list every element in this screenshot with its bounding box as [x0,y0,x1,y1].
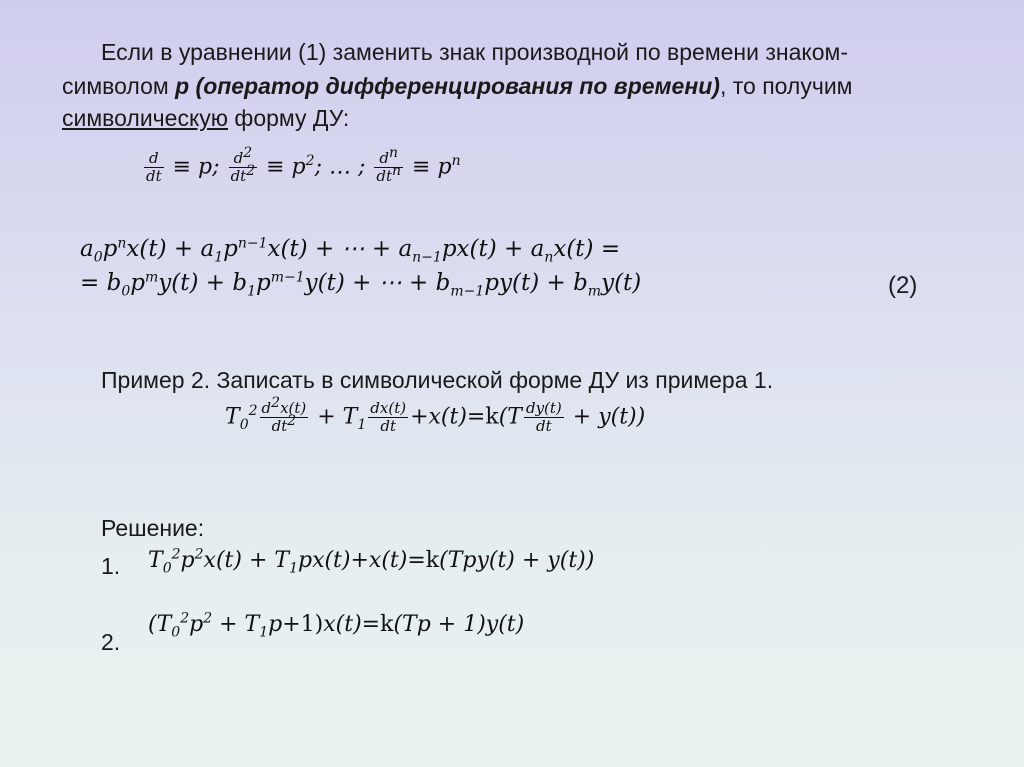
intro-line-2 [62,70,853,102]
example-text: Пример 2. Записать в символической форме ДУ из примера 1. [101,367,774,393]
equation-2-number: (2) [888,272,918,299]
equation-2-line-2: = $b_0p^my(t) + b_1p^{m-1}y(t)$ + ⋯ + $b_{m-1}py(t) + b_my(t)$ [80,269,642,300]
operator-definition: р (оператор дифференцирования по времени) [175,73,720,99]
step-1-label: 1. [101,553,121,579]
equation-2-line-1: $a_0p^nx(t) + a_1p^{n-1}x(t)$ + ⋯ + $a_{n-1}px(t) + a_nx(t)$ = [80,235,621,266]
step-1-equation: $T_0^2p^2x(t) + T_1px(t)+x(t)=k(Tpy(t) + y(t))$ [148,546,595,577]
example-equation: $T_0^2$ $\frac{d^2x(t)}{dt^2}$ + $T_1$ $\frac{dx(t)}{dt}$ +x(t)=k(T $\frac{dy(t)}{dt}$ + y(t)) [225,395,646,435]
intro-line-3-b: форму ДУ: [228,105,350,131]
intro-line-3 [62,102,349,134]
intro-line-1: Если в уравнении (1) заменить знак производной по времени знаком- [101,39,848,65]
symbolic-word: символическую [62,105,229,131]
step-2-label: 2. [101,629,121,655]
intro-line-2-a: символом [62,73,176,99]
solution-label: Решение: [101,515,205,541]
intro-line-2-c: , то получим [719,73,853,99]
operator-equivalence-formula: $\frac{d}{dt}$ ≡ p; $\frac{d^2}{dt^2}$ ≡ $p^2$; … ; $\frac{d^n}{dt^n}$ ≡ $p^n$ [146,145,461,185]
step-2-equation: $(T_0^2p^2 + T_1p+1)x(t)=k(Tp + 1)y(t)$ [148,610,525,641]
